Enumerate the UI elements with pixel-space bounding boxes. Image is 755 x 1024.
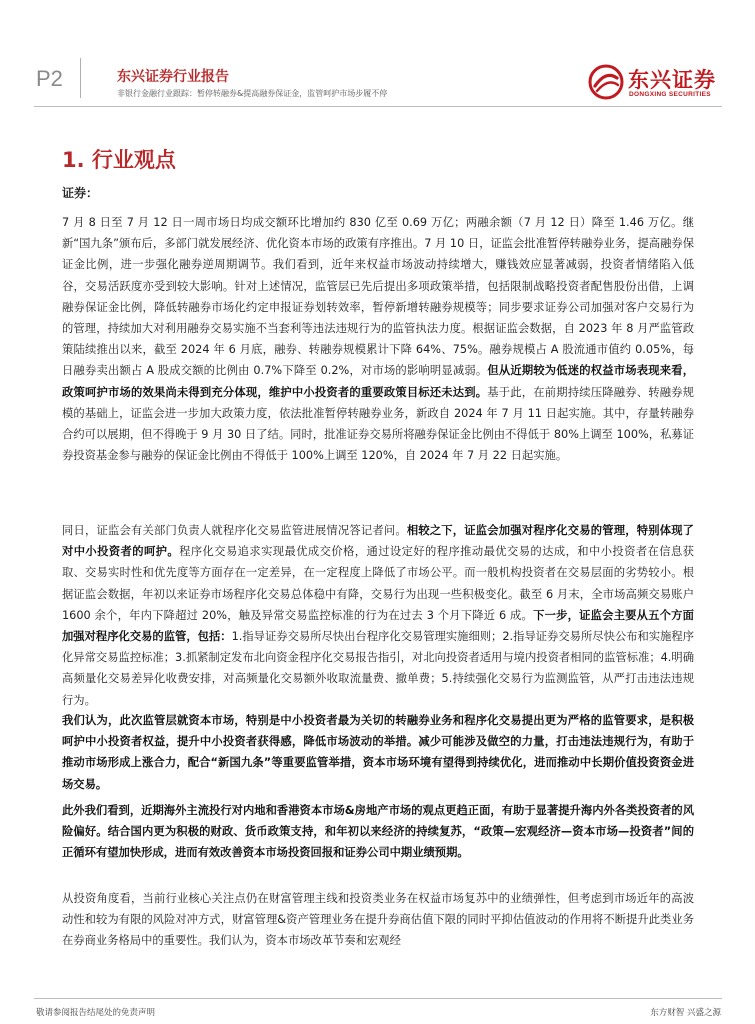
report-subtitle: 非银行金融行业跟踪：暂停转融券&提高融券保证金，监管呵护市场步履不停 (117, 89, 388, 98)
logo-mark-icon (588, 64, 624, 100)
logo-chinese-name: 东兴证券 (628, 68, 716, 92)
paragraph-5 (62, 888, 694, 952)
footer-rule (34, 998, 722, 999)
paragraph-1 (62, 212, 694, 466)
company-logo (588, 64, 728, 100)
p2-text-1: 同日，证监会有关部门负责人就程序化交易监管进展情况答记者问。 (62, 524, 407, 537)
report-title: 东兴证券行业报告 (117, 69, 229, 85)
footer-disclaimer: 敬请参阅报告结尾处的免责声明 (36, 1008, 156, 1018)
paragraph-4 (62, 800, 694, 864)
footer-slogan: 东方财智 兴盛之源 (650, 1008, 721, 1018)
subsection-label: 证券： (62, 186, 99, 200)
section-title: 1. 行业观点 (62, 148, 176, 172)
p1-text-1: 7 月 8 日至 7 月 12 日一周市场日均成交额环比增加约 830 亿至 0.69 万亿；两融余额（7 月 12 日）降至 1.46 万亿。继新“国九条”颁布后，多部门就发展经济、优化资本市场的政策有序推出。7 月 10 日，证监会批准暂停转融券业务，提高融券保证金比例，进一步强化融券逆周期调节。我们看到，近年来权益市场波动持续增大，赚钱效应显著减弱，投资者情绪陷入低谷，交易活跃度亦受到较大影响。针对上述情况，监管层已先后提出多项政策举措，包括限制战略投资者配售股份出借，上调融券保证金比例，降低转融券市场化约定申报证券划转效率，暂停新增转融券规模等；同步要求证券公司加强对客户交易行为的管理，持续加大对利用融券交易实施不当套利等违法违规行为的监管执法力度。根据证监会数据，自 2023 年 8 月严监管政策陆续推出以来，截至 2024 年 6 月底，融券、转融券规模累计下降 64%、75%。融券规模占 A 股流通市值约 0.05%，每日融券卖出额占 A 股成交额的比例由 0.7%下降至 0.2%，对市场的影响明显减弱。 (62, 216, 694, 378)
p1-text-2: 基于此，在前期持续压降融券、转融券规模的基础上，证监会进一步加大政策力度，依法批准暂停转融券业务，新政自 2024 年 7 月 11 日起实施。其中，存量转融券合约可以展期，但不得晚于 9 月 30 日了结。同时，批准证券交易所将融券保证金比例由不得低于 80%上调至 100%，私募证券投资基金参与融券的保证金比例由不得低于 100%上调至 120%，自 2024 年 7 月 22 日起实施。 (62, 385, 694, 463)
p2-emphasis-2: 下一步，证监会主要从五个方面加强对程序化交易的监管，包括： (62, 608, 694, 644)
header-divider (80, 58, 81, 98)
p2-text-2: 程序化交易追求实现最优成交价格，通过设定好的程序推动最优交易的达成，和中小投资者在信息获取、交易实时性和优先度等方面存在一定差异，在一定程度上降低了市场公平。而一般机构投资者在交易层面的劣势较小。根据证监会数据，年初以来证券市场程序化交易总体稳中有降，交易行为出现一些积极变化。截至 6 月末，全市场高频交易账户 1600 余个，年内下降超过 20%，触及异常交易监控标准的行为在过去 3 个月下降近 6 成。 (62, 545, 694, 622)
paragraph-3 (62, 710, 694, 795)
paragraph-2 (62, 520, 694, 711)
p5-text: 从投资角度看，当前行业核心关注点仍在财富管理主线和投资类业务在权益市场复苏中的业绩弹性，但考虑到市场近年的高波动性和较为有限的风险对冲方式，财富管理&资产管理业务在提升券商估值下限的同时平抑估值波动的作用将不断提升此类业务在券商业务格局中的重要性。我们认为，资本市场改革节奏和宏观经 (62, 892, 694, 948)
p1-emphasis-1: 但从近期较为低迷的权益市场表现来看，政策呵护市场的效果尚未得到充分体现，维护中小投资者的重要政策目标还未达到。 (62, 364, 694, 399)
p2-text-3: 1.指导证券交易所尽快出台程序化交易管理实施细则；2.指导证券交易所尽快公布和实施程序化异常交易监控标准；3.抓紧制定发布北向资金程序化交易报告指引，对北向投资者适用与境内投资者相同的监管标准；4.明确高频量化交易差异化收费安排，对高频量化交易额外收取流量费、撤单费；5.持续强化交易行为监测监管，从严打击违法违规行为。 (62, 630, 694, 707)
p3-emphasis: 我们认为，此次监管层就资本市场，特别是中小投资者最为关切的转融券业务和程序化交易提出更为严格的监管要求，是积极呵护中小投资者权益，提升中小投资者获得感，降低市场波动的举措。减少可能涉及做空的力量，打击违法违规行为，有助于推动市场形成上涨合力，配合“新国九条”等重要监管举措，资本市场环境有望得到持续优化，进而推动中长期价值投资资金进场交易。 (62, 714, 694, 791)
header-rule (34, 106, 722, 107)
logo-english-name: DONGXING SECURITIES (629, 91, 711, 98)
p2-emphasis-1: 相较之下，证监会加强对程序化交易的管理，特别体现了对中小投资者的呵护。 (62, 524, 694, 559)
page-number: P2 (36, 66, 63, 91)
p4-emphasis: 此外我们看到，近期海外主流投行对内地和香港资本市场&房地产市场的观点更趋正面，有助于显著提升海内外各类投资者的风险偏好。结合国内更为积极的财政、货币政策支持，和年初以来经济的持续复苏，“政策—宏观经济—资本市场—投资者”间的正循环有望加快形成，进而有效改善资本市场投资回报和证券公司中期业绩预期。 (62, 804, 694, 860)
